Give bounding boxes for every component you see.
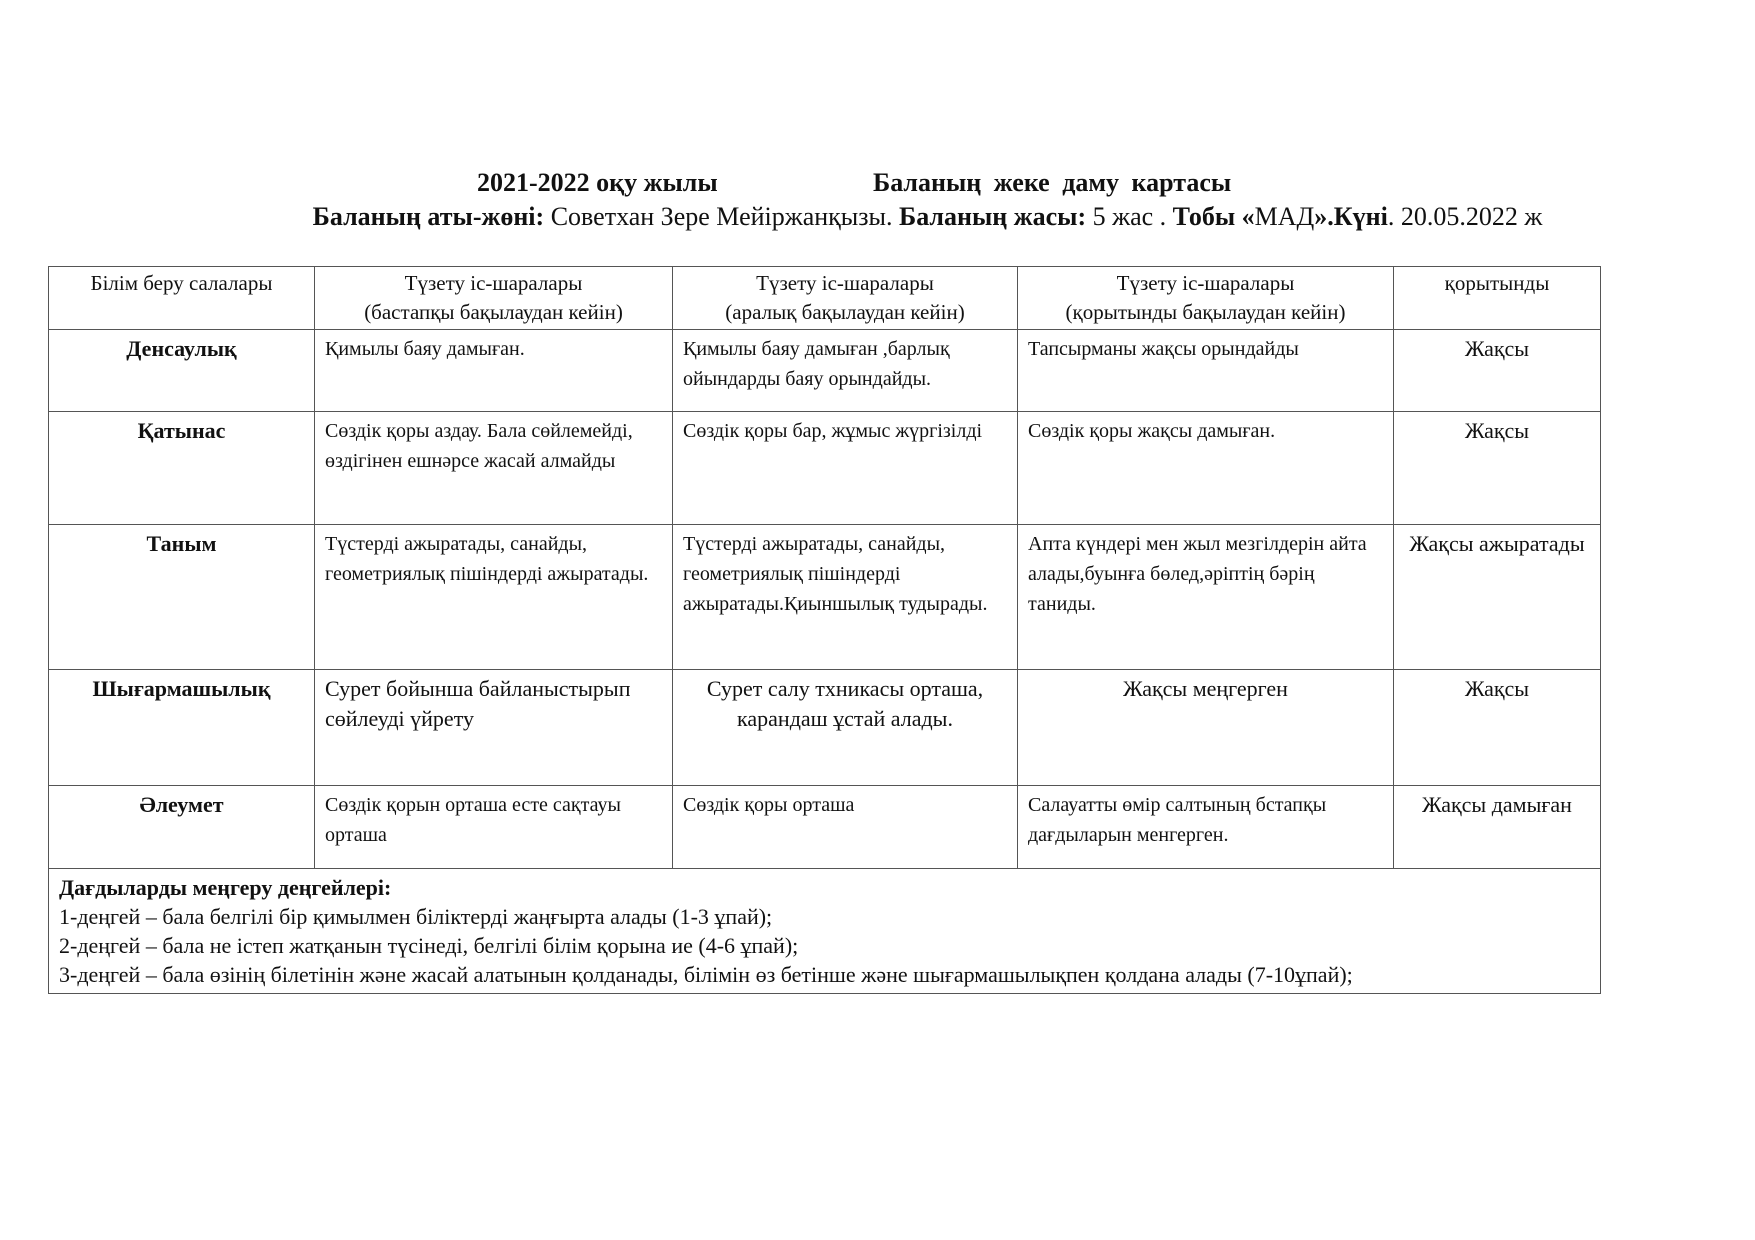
header-cell-interim	[673, 267, 1018, 330]
header-line: Түзету іс-шаралары	[756, 271, 934, 295]
group-value: МАД	[1254, 202, 1315, 231]
initial-cell: Сөздік қоры аздау. Бала сөйлемейді, өздігінен ешнәрсе жасай алмайды	[315, 412, 673, 525]
name-value: Советхан Зере Мейіржанқызы.	[544, 202, 899, 231]
final-cell: Жақсы меңгерген	[1018, 670, 1394, 786]
interim-cell: Сурет салу тхникасы орташа, карандаш ұстай алады.	[673, 670, 1018, 786]
header-cell-final	[1018, 267, 1394, 330]
group-close: ».	[1314, 202, 1334, 231]
result-cell: Жақсы	[1394, 670, 1601, 786]
initial-cell: Қимылы баяу дамыған.	[315, 330, 673, 412]
header-cell-initial	[315, 267, 673, 330]
school-year: 2021-2022 оқу жылы	[477, 168, 718, 197]
final-cell: Апта күндері мен жыл мезгілдерін айта алады,буынға бөлед,әріптің бәрің таниды.	[1018, 525, 1394, 670]
header-cell-areas	[49, 267, 315, 330]
levels-title: Дағдыларды меңгеру деңгейлері:	[59, 875, 392, 900]
initial-cell: Түстерді ажыратады, санайды, геометриялық пішіндерді ажыратады.	[315, 525, 673, 670]
table-row	[49, 670, 1601, 786]
table-header-row	[49, 267, 1601, 330]
levels-footer-row	[49, 869, 1601, 994]
header-subline: (қорытынды бақылаудан кейін)	[1065, 300, 1346, 324]
interim-cell: Сөздік қоры орташа	[673, 786, 1018, 869]
table-row	[49, 525, 1601, 670]
initial-cell: Сөздік қорын орташа есте сақтауы орташа	[315, 786, 673, 869]
child-info-line	[0, 202, 1755, 232]
interim-cell: Түстерді ажыратады, санайды, геометриялық пішіндерді ажыратады.Қиыншылық тудырады.	[673, 525, 1018, 670]
result-cell: Жақсы	[1394, 412, 1601, 525]
final-cell: Тапсырманы жақсы орындайды	[1018, 330, 1394, 412]
level-2: 2-деңгей – бала не істеп жатқанын түсінеді, белгілі білім қорына ие (4-6 ұпай);	[59, 933, 799, 958]
date-label: Күні	[1333, 202, 1388, 231]
header-cell-result	[1394, 267, 1601, 330]
header-subline: (бастапқы бақылаудан кейін)	[364, 300, 623, 324]
area-cell: Әлеумет	[49, 786, 315, 869]
date-value: . 20.05.2022 ж	[1387, 202, 1543, 231]
table-row	[49, 330, 1601, 412]
header-subline: (аралық бақылаудан кейін)	[725, 300, 965, 324]
group-label: Тобы «	[1172, 202, 1255, 231]
title-line	[0, 168, 1755, 202]
interim-cell: Қимылы баяу дамыған ,барлық ойындарды баяу орындайды.	[673, 330, 1018, 412]
final-cell: Сөздік қоры жақсы дамыған.	[1018, 412, 1394, 525]
area-cell: Денсаулық	[49, 330, 315, 412]
final-cell: Салауатты өмір салтының бстапқы дағдыларын менгерген.	[1018, 786, 1394, 869]
initial-cell: Сурет бойынша байланыстырып сөйлеуді үйрету	[315, 670, 673, 786]
level-1: 1-деңгей – бала белгілі бір қимылмен біліктерді жаңғырта алады (1-3 ұпай);	[59, 904, 773, 929]
header-line: Түзету іс-шаралары	[404, 271, 583, 295]
area-cell: Қатынас	[49, 412, 315, 525]
header-line: Түзету іс-шаралары	[1116, 271, 1295, 295]
interim-cell: Сөздік қоры бар, жұмыс жүргізілді	[673, 412, 1018, 525]
result-cell: Жақсы дамыған	[1394, 786, 1601, 869]
area-cell: Таным	[49, 525, 315, 670]
age-label: Баланың жасы:	[899, 202, 1087, 231]
header-line: Білім беру салалары	[90, 271, 273, 295]
age-value: 5 жас .	[1086, 202, 1173, 231]
result-cell: Жақсы	[1394, 330, 1601, 412]
document-title: Баланың жеке даму картасы	[873, 168, 1232, 197]
level-3: 3-деңгей – бала өзінің білетінін және жасай алатынын қолданады, білімін өз бетінше және шығармашылықпен қолдана алады (7-10ұпай);	[59, 962, 1353, 987]
levels-footer-cell	[49, 869, 1601, 994]
table-row	[49, 786, 1601, 869]
development-card-table	[48, 266, 1601, 994]
header-line: қорытынды	[1444, 271, 1550, 295]
result-cell: Жақсы ажыратады	[1394, 525, 1601, 670]
area-cell: Шығармашылық	[49, 670, 315, 786]
table-row	[49, 412, 1601, 525]
name-label: Баланың аты-жөні:	[312, 202, 545, 231]
